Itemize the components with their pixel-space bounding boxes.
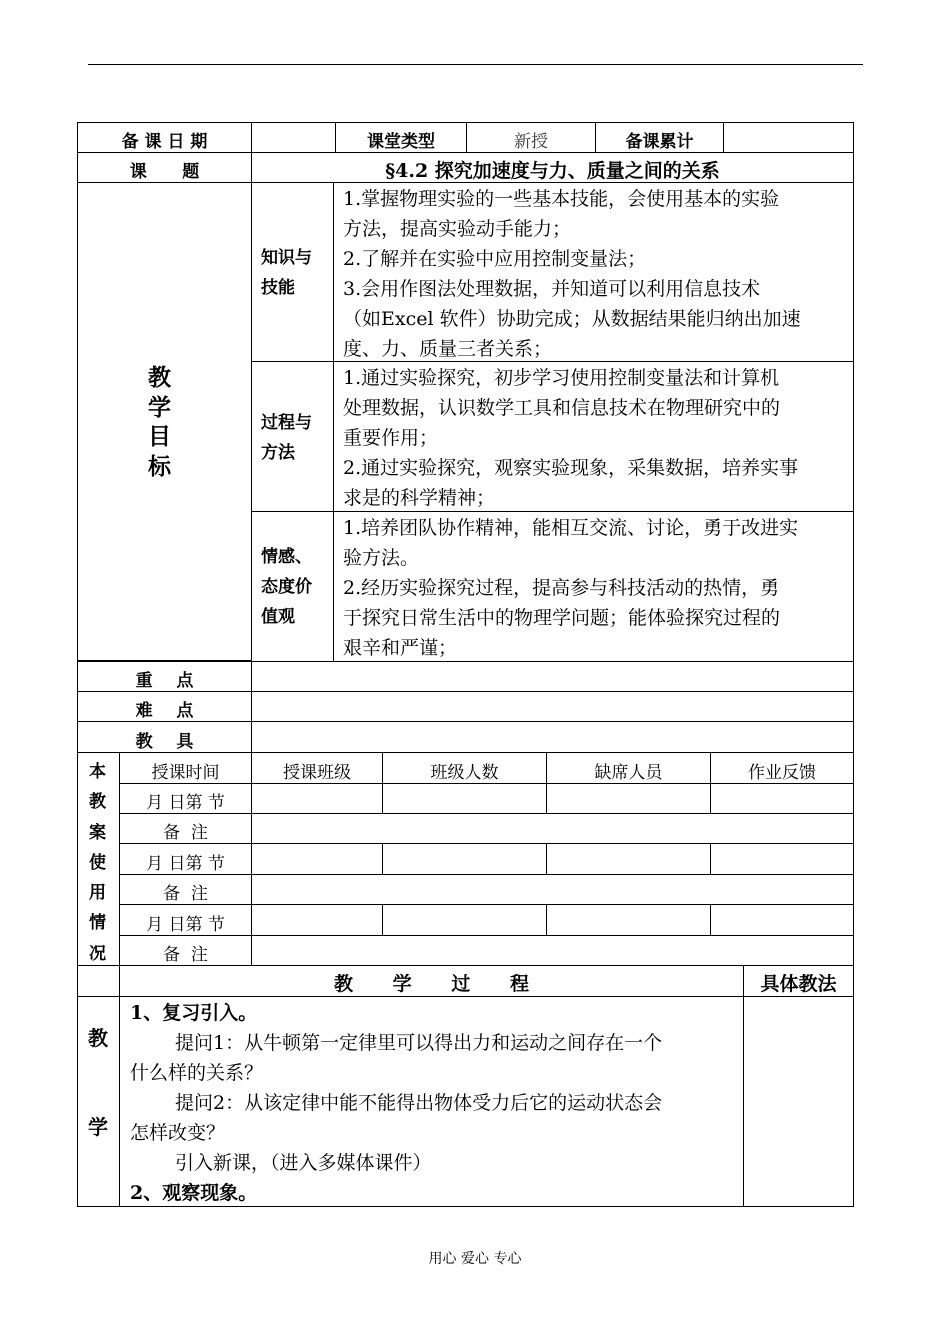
text-line: 2.通过实验探究，观察实验现象，采集数据，培养实事	[343, 457, 799, 479]
usage-header-class	[251, 752, 383, 784]
usage-side-label	[89, 757, 106, 969]
objectives-char: 教	[148, 364, 171, 391]
class-type-label: 课堂类型	[367, 132, 435, 152]
session-1-note-value[interactable]	[251, 813, 854, 844]
header-label: 授课时间	[151, 763, 220, 783]
usage-char: 用	[89, 883, 106, 904]
prep-date-label-cell	[77, 122, 252, 153]
objectives-char: 学	[148, 393, 171, 421]
note-label: 备 注	[163, 823, 208, 843]
knowledge-label-cell	[251, 182, 334, 362]
question-line: 提问2：从该定律中能不能得出物体受力后它的运动状态会	[175, 1092, 663, 1114]
text-line: 处理数据，认识数学工具和信息技术在物理研究中的	[343, 397, 781, 419]
text-line: 方法，提高实验动手能力；	[343, 218, 572, 240]
text-line: 2.了解并在实验中应用控制变量法；	[343, 248, 647, 270]
difficulties-value-cell[interactable]	[251, 691, 854, 722]
section-heading: 2、观察现象。	[130, 1182, 258, 1204]
header-label: 作业反馈	[748, 763, 816, 783]
usage-header-time	[119, 752, 252, 784]
session-3-count[interactable]	[382, 904, 547, 936]
usage-char: 情	[89, 913, 106, 934]
header-label: 授课班级	[283, 763, 351, 783]
text-line: 引入新课，（进入多媒体课件）	[175, 1152, 432, 1174]
text-line: 求是的科学精神；	[343, 487, 496, 509]
emotion-content	[343, 513, 798, 663]
objectives-char: 目	[148, 423, 171, 450]
session-1-feedback[interactable]	[710, 783, 854, 814]
method-label: 具体教法	[760, 973, 837, 995]
method-content-cell[interactable]	[743, 996, 854, 1207]
prep-count-value-cell[interactable]	[723, 122, 854, 153]
question-line: 提问1：从牛顿第一定律里可以得出力和运动之间存在一个	[175, 1032, 663, 1054]
session-2-count[interactable]	[382, 843, 547, 875]
session-3-class[interactable]	[251, 904, 383, 936]
usage-side-label-cell	[77, 752, 120, 966]
prep-date-label: 备 课 日 期	[121, 132, 208, 152]
session-3-absent[interactable]	[546, 904, 711, 936]
text-line: 度、力、质量三者关系；	[343, 338, 553, 360]
usage-char: 案	[89, 822, 106, 843]
process-corner-cell	[77, 965, 120, 997]
session-2-feedback[interactable]	[710, 843, 854, 875]
text-line: 怎样改变？	[130, 1122, 226, 1144]
objectives-label	[148, 363, 171, 481]
session-3-note-value[interactable]	[251, 935, 854, 966]
process-content-cell	[333, 361, 854, 512]
process-title-cell	[119, 965, 744, 997]
usage-header-feedback	[710, 752, 854, 784]
key-points-label-cell	[77, 661, 252, 692]
session-2-note-value[interactable]	[251, 874, 854, 905]
note-label: 备 注	[163, 945, 208, 965]
teaching-side-char: 教	[88, 1026, 108, 1050]
tools-value-cell[interactable]	[251, 721, 854, 753]
emotion-content-cell	[333, 511, 854, 662]
text-line: 2.经历实验探究过程，提高参与科技活动的热情，勇	[343, 577, 780, 599]
header-label: 班级人数	[430, 763, 499, 783]
topic-value-cell	[251, 152, 854, 183]
knowledge-content-cell	[333, 182, 854, 362]
session-3-time	[119, 904, 252, 936]
text-line: 重要作用；	[343, 427, 439, 449]
session-3-feedback[interactable]	[710, 904, 854, 936]
session-1-class[interactable]	[251, 783, 383, 814]
text-line: 艰辛和严谨；	[343, 637, 458, 659]
usage-char: 使	[89, 852, 106, 873]
time-label: 月 日第 节	[146, 854, 225, 874]
text-line: （如Excel 软件）协助完成；从数据结果能归纳出加速	[343, 308, 801, 330]
header-rule	[88, 64, 863, 65]
class-type-value: 新授	[514, 132, 548, 152]
emotion-label-cell	[251, 511, 334, 662]
label-line: 态度价	[261, 577, 312, 597]
topic-value: §4.2 探究加速度与力、质量之间的关系	[385, 160, 720, 182]
text-line: 1.通过实验探究，初步学习使用控制变量法和计算机	[343, 367, 780, 389]
objectives-char: 标	[148, 452, 171, 480]
teaching-side-char: 学	[88, 1115, 108, 1139]
text-line: 于探究日常生活中的物理学问题；能体验探究过程的	[343, 607, 781, 629]
usage-char: 本	[89, 762, 106, 782]
key-points-value-cell[interactable]	[251, 661, 854, 692]
session-3-note-label	[119, 935, 252, 966]
tools-label: 教 具	[135, 732, 194, 752]
tools-label-cell	[77, 721, 252, 753]
class-type-value-cell	[466, 122, 596, 153]
label-line: 值观	[261, 607, 295, 627]
label-line: 方法	[261, 443, 295, 463]
teaching-side-cell	[77, 996, 120, 1207]
usage-char: 况	[89, 943, 106, 964]
process-content	[343, 363, 798, 513]
session-1-time	[119, 783, 252, 814]
label-line: 情感、	[261, 547, 312, 567]
label-line: 过程与	[261, 413, 312, 433]
prep-count-label: 备课累计	[625, 132, 694, 152]
note-label: 备 注	[163, 884, 208, 904]
session-2-absent[interactable]	[546, 843, 711, 875]
difficulties-label-cell	[77, 691, 252, 722]
session-2-class[interactable]	[251, 843, 383, 875]
session-2-time	[119, 843, 252, 875]
topic-label: 课 题	[129, 162, 200, 182]
label-line: 知识与	[261, 248, 312, 268]
text-line: 1.掌握物理实验的一些基本技能，会使用基本的实验	[343, 188, 780, 210]
objectives-label-cell	[77, 182, 252, 661]
knowledge-content	[343, 184, 801, 364]
time-label: 月 日第 节	[146, 793, 225, 813]
session-1-note-label	[119, 813, 252, 844]
text-line: 1.培养团队协作精神，能相互交流、讨论，勇于改进实	[343, 517, 799, 539]
process-label	[261, 408, 312, 468]
usage-char: 教	[89, 792, 106, 813]
page-footer: 用心 爱心 专心	[428, 1251, 522, 1267]
label-line: 技能	[261, 278, 295, 298]
prep-date-value-cell[interactable]	[251, 122, 336, 153]
process-title: 教 学 过 程	[333, 973, 530, 995]
text-line: 什么样的关系？	[130, 1062, 264, 1084]
section-heading: 1、复习引入。	[130, 1002, 258, 1024]
difficulties-label: 难 点	[135, 701, 194, 721]
session-2-note-label	[119, 874, 252, 905]
text-line: 3.会用作图法处理数据，并知道可以利用信息技术	[343, 278, 761, 300]
usage-header-count	[382, 752, 547, 784]
session-1-absent[interactable]	[546, 783, 711, 814]
prep-count-label-cell	[595, 122, 724, 153]
teaching-content-cell	[119, 996, 744, 1207]
key-points-label: 重 点	[135, 671, 194, 691]
process-label-cell	[251, 361, 334, 512]
header-label: 缺席人员	[594, 763, 663, 783]
time-label: 月 日第 节	[146, 915, 225, 935]
session-1-count[interactable]	[382, 783, 547, 814]
usage-header-absent	[546, 752, 711, 784]
text-line: 验方法。	[343, 547, 420, 569]
class-type-label-cell	[335, 122, 467, 153]
teaching-content	[130, 998, 662, 1208]
emotion-label	[261, 542, 312, 632]
topic-label-cell	[77, 152, 252, 183]
method-label-cell	[743, 965, 854, 997]
knowledge-label	[261, 243, 312, 303]
